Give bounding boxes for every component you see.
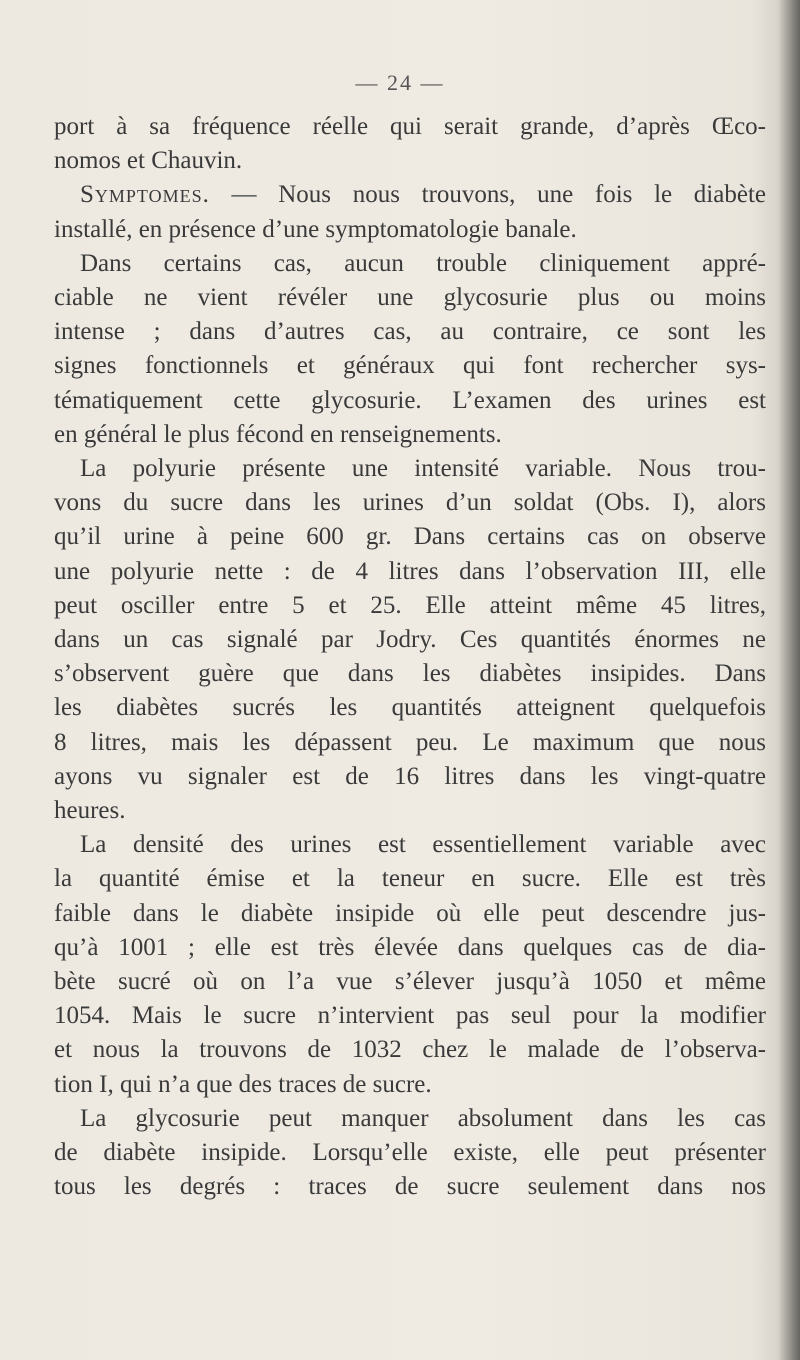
text-line: bète sucré où on l’a vue s’élever jusqu’à 1050 et même xyxy=(54,968,766,996)
text-line: qu’à 1001 ; elle est très élevée dans quelques cas de dia- xyxy=(54,933,766,961)
page-edge-shadow xyxy=(778,0,800,1360)
text-line: la quantité émise et la teneur en sucre. Elle est très xyxy=(54,865,766,893)
text-line: port à sa fréquence réelle qui serait grande, d’après Œco- xyxy=(54,113,766,140)
text-line: La polyurie présente une intensité variable. Nous trou- xyxy=(80,455,766,483)
text-line: 8 litres, mais les dépassent peu. Le maximum que nous xyxy=(54,728,766,756)
text-line: 1054. Mais le sucre n’intervient pas seul pour la modifier xyxy=(54,1002,766,1030)
text-line: dans un cas signalé par Jodry. Ces quantités énormes ne xyxy=(54,626,766,654)
text-line: en général le plus fécond en renseignements. xyxy=(54,420,502,448)
text-line: nomos et Chauvin. xyxy=(54,147,243,175)
text-line: intense ; dans d’autres cas, au contraire, ce sont les xyxy=(54,318,766,346)
text-line: tématiquement cette glycosurie. L’examen des urines est xyxy=(54,386,766,414)
text-line: La glycosurie peut manquer absolument dans les cas xyxy=(80,1104,766,1132)
text-line: tous les degrés : traces de sucre seulement dans nos xyxy=(54,1173,766,1201)
text-line: installé, en présence d’une symptomatologie banale. xyxy=(54,215,577,243)
text-line: tion I, qui n’a que des traces de sucre. xyxy=(54,1070,432,1098)
text-line: les diabètes sucrés les quantités atteignent quelquefois xyxy=(54,694,766,722)
section-heading: Symptomes. xyxy=(80,181,210,209)
text-line: ayons vu signaler est de 16 litres dans les vingt-quatre xyxy=(54,762,766,790)
text-line: vons du sucre dans les urines d’un soldat (Obs. I), alors xyxy=(54,489,766,517)
body-text xyxy=(54,110,766,1205)
text-line: signes fonctionnels et généraux qui font rechercher sys- xyxy=(54,352,766,380)
text-line: peut osciller entre 5 et 25. Elle atteint même 45 litres, xyxy=(54,591,766,619)
text-line: La densité des urines est essentiellement variable avec xyxy=(80,831,766,859)
text-line: faible dans le diabète insipide où elle peut descendre jus- xyxy=(54,899,766,927)
text-line: et nous la trouvons de 1032 chez le malade de l’observa- xyxy=(54,1036,766,1064)
text-line: Dans certains cas, aucun trouble cliniquement appré- xyxy=(80,249,766,277)
text-line: s’observent guère que dans les diabètes insipides. Dans xyxy=(54,660,766,688)
text-line xyxy=(54,178,766,212)
text-line: qu’il urine à peine 600 gr. Dans certains cas on observe xyxy=(54,523,766,551)
page-number: — 24 — xyxy=(355,70,445,95)
text-line: une polyurie nette : de 4 litres dans l’observation III, elle xyxy=(54,557,766,585)
text-line: de diabète insipide. Lorsqu’elle existe, elle peut présenter xyxy=(54,1139,766,1167)
text-line: heures. xyxy=(54,797,126,825)
text-line: ciable ne vient révéler une glycosurie plus ou moins xyxy=(54,284,766,312)
text-line-rest: — Nous nous trouvons, une fois le diabète xyxy=(209,181,766,209)
